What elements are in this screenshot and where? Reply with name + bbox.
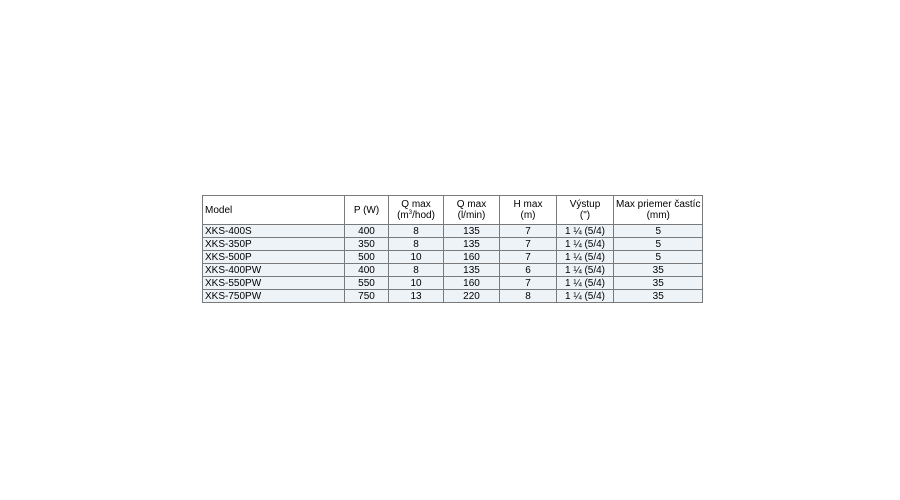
table-row [203,277,703,290]
cell-hmax: 6 [500,264,557,277]
cell-power: 400 [345,225,389,238]
cell-hmax: 7 [500,225,557,238]
table-header [203,196,703,225]
cell-qmax-hour: 13 [389,290,444,303]
cell-hmax: 8 [500,290,557,303]
unit-exponent: 3 [408,210,413,216]
header-particle-label: Max priemer častíc [616,199,701,210]
cell-outlet: 1 ¼ (5/4) [557,264,614,277]
cell-outlet: 1 ¼ (5/4) [557,277,614,290]
cell-particle: 5 [614,238,703,251]
header-qmax-hour [389,196,444,225]
cell-qmax-min: 160 [444,251,500,264]
header-outlet-unit: (") [579,210,591,221]
cell-qmax-hour: 8 [389,225,444,238]
header-qmax-hour-label: Q max [401,199,431,210]
cell-particle: 35 [614,264,703,277]
table-row [203,225,703,238]
header-power: P (W) [345,196,389,225]
header-qmax-min-unit: (l/min) [457,210,486,221]
cell-qmax-min: 135 [444,238,500,251]
cell-outlet: 1 ¼ (5/4) [557,238,614,251]
cell-model: XKS-400S [203,225,345,238]
header-particle [614,196,703,225]
cell-power: 350 [345,238,389,251]
cell-power: 500 [345,251,389,264]
header-hmax-label: H max [513,199,543,210]
table-row [203,238,703,251]
cell-qmax-hour: 8 [389,264,444,277]
header-particle-unit: (mm) [646,210,670,221]
header-row [203,196,703,225]
cell-power: 750 [345,290,389,303]
cell-qmax-min: 135 [444,225,500,238]
cell-qmax-hour: 10 [389,251,444,264]
cell-particle: 5 [614,225,703,238]
cell-power: 550 [345,277,389,290]
unit-prefix: (m [397,210,409,221]
unit-suffix: /hod) [412,210,435,221]
cell-model: XKS-350P [203,238,345,251]
table-row [203,251,703,264]
cell-qmax-min: 220 [444,290,500,303]
cell-model: XKS-550PW [203,277,345,290]
header-qmax-hour-unit [391,210,441,221]
cell-qmax-min: 160 [444,277,500,290]
cell-qmax-min: 135 [444,264,500,277]
cell-qmax-hour: 10 [389,277,444,290]
header-qmax-min-label: Q max [456,199,487,210]
header-hmax [500,196,557,225]
cell-hmax: 7 [500,277,557,290]
cell-hmax: 7 [500,251,557,264]
cell-model: XKS-750PW [203,290,345,303]
cell-particle: 35 [614,290,703,303]
header-outlet-label: Výstup [569,199,601,210]
table-row [203,290,703,303]
pump-spec-table [202,195,703,303]
cell-hmax: 7 [500,238,557,251]
cell-qmax-hour: 8 [389,238,444,251]
cell-model: XKS-400PW [203,264,345,277]
table-body [203,225,703,303]
cell-particle: 35 [614,277,703,290]
cell-outlet: 1 ¼ (5/4) [557,251,614,264]
header-model: Model [203,196,345,225]
cell-model: XKS-500P [203,251,345,264]
cell-outlet: 1 ¼ (5/4) [557,290,614,303]
cell-particle: 5 [614,251,703,264]
header-hmax-unit: (m) [520,210,536,221]
header-qmax-min [444,196,500,225]
table-row [203,264,703,277]
cell-power: 400 [345,264,389,277]
cell-outlet: 1 ¼ (5/4) [557,225,614,238]
header-outlet [557,196,614,225]
